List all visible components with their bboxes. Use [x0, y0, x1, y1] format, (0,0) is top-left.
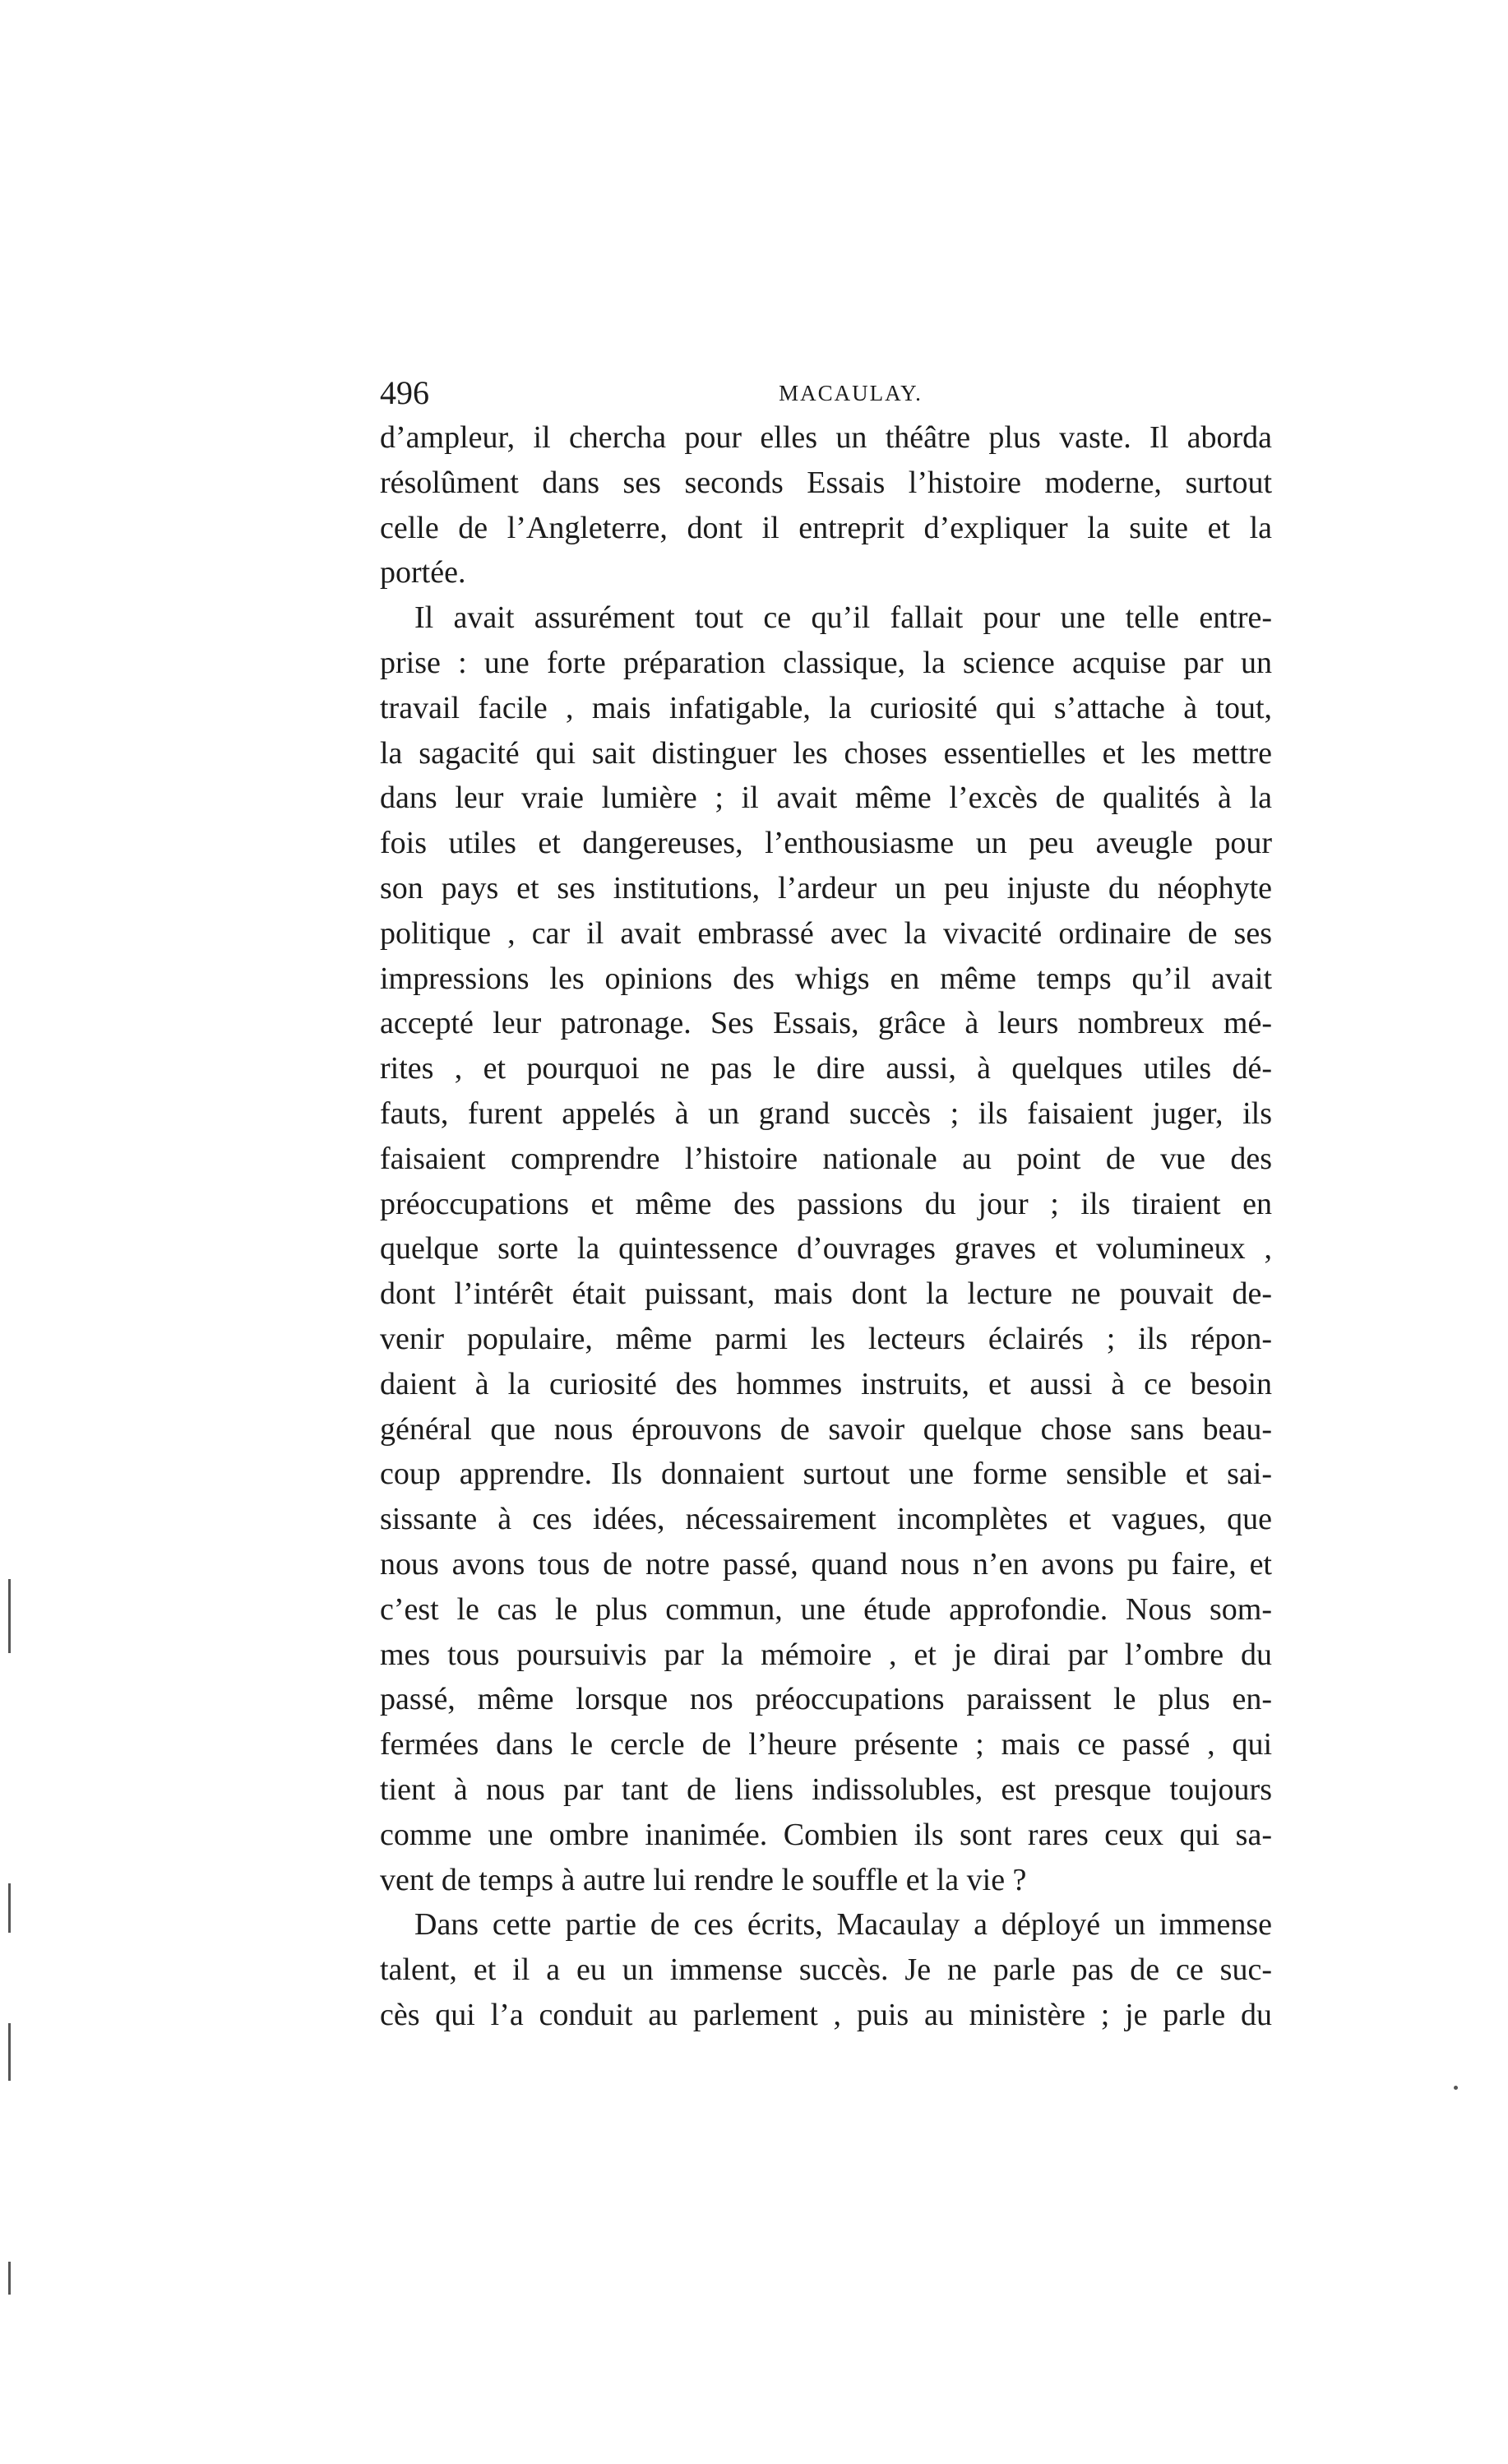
text-line: d’ampleur, il chercha pour elles un théâtre plus vaste. Il aborda	[380, 420, 1272, 455]
text-line: comme une ombre inanimée. Combien ils sont rares ceux qui sa-	[380, 1817, 1272, 1852]
text-line: la sagacité qui sait distinguer les choses essentielles et les mettre	[380, 735, 1272, 771]
text-line: résolûment dans ses seconds Essais l’histoire moderne, surtout	[380, 465, 1272, 500]
text-line: son pays et ses institutions, l’ardeur un peu injuste du néophyte	[380, 870, 1272, 905]
text-line: c’est le cas le plus commun, une étude approfondie. Nous som-	[380, 1591, 1272, 1627]
text-line: quelque sorte la quintessence d’ouvrages graves et volumineux ,	[380, 1231, 1272, 1267]
text-line: Dans cette partie de ces écrits, Macaulay a déployé un immense	[414, 1907, 1272, 1943]
text-line: talent, et il a eu un immense succès. Je ne parle pas de ce suc-	[380, 1952, 1272, 1988]
text-line: Il avait assurément tout ce qu’il fallait pour une telle entre-	[414, 600, 1272, 636]
text-line: dans leur vraie lumière ; il avait même l’excès de qualités à la	[380, 780, 1272, 816]
page-number: 496	[380, 374, 429, 411]
running-title: MACAULAY.	[779, 381, 923, 405]
scan-mark	[8, 2023, 11, 2081]
text-line: impressions les opinions des whigs en même temps qu’il avait	[380, 961, 1272, 996]
text-line: celle de l’Angleterre, dont il entreprit d’expliquer la suite et la	[380, 510, 1272, 545]
text-line: faisaient comprendre l’histoire nationale au point de vue des	[380, 1141, 1272, 1176]
text-line: tient à nous par tant de liens indissolubles, est presque toujours	[380, 1772, 1272, 1807]
running-head	[380, 368, 1272, 418]
text-line: cès qui l’a conduit au parlement , puis au ministère ; je parle du	[380, 1997, 1272, 2032]
text-line: venir populaire, même parmi les lecteurs éclairés ; ils répon-	[380, 1321, 1272, 1356]
text-line: coup apprendre. Ils donnaient surtout une forme sensible et sai-	[380, 1457, 1272, 1492]
text-line: passé, même lorsque nos préoccupations paraissent le plus en-	[380, 1682, 1272, 1717]
text-line: fermées dans le cercle de l’heure présente ; mais ce passé , qui	[380, 1727, 1272, 1762]
text-line: portée.	[380, 555, 466, 591]
scan-mark	[8, 1883, 11, 1933]
text-line: prise : une forte préparation classique, la science acquise par un	[380, 645, 1272, 680]
text-line: dont l’intérêt était puissant, mais dont la lecture ne pouvait de-	[380, 1276, 1272, 1312]
text-line: nous avons tous de notre passé, quand nous n’en avons pu faire, et	[380, 1546, 1272, 1582]
body-text	[380, 415, 1272, 2038]
text-line: vent de temps à autre lui rendre le souffle et la vie ?	[380, 1862, 1027, 1897]
text-line: sissante à ces idées, nécessairement incomplètes et vagues, que	[380, 1502, 1272, 1537]
text-line: fauts, furent appelés à un grand succès ; ils faisaient juger, ils	[380, 1095, 1272, 1131]
text-line: fois utiles et dangereuses, l’enthousiasme un peu aveugle pour	[380, 826, 1272, 861]
text-line: préoccupations et même des passions du jour ; ils tiraient en	[380, 1186, 1272, 1221]
text-line: mes tous poursuivis par la mémoire , et je dirai par l’ombre du	[380, 1637, 1272, 1672]
text-line: accepté leur patronage. Ses Essais, grâce à leurs nombreux mé-	[380, 1006, 1272, 1041]
text-line: travail facile , mais infatigable, la curiosité qui s’attache à tout,	[380, 690, 1272, 725]
scan-mark	[8, 2262, 11, 2295]
text-line: rites , et pourquoi ne pas le dire aussi, à quelques utiles dé-	[380, 1051, 1272, 1086]
text-line: daient à la curiosité des hommes instruits, et aussi à ce besoin	[380, 1366, 1272, 1401]
scan-mark	[8, 1579, 11, 1653]
text-line: politique , car il avait embrassé avec la vivacité ordinaire de ses	[380, 915, 1272, 951]
text-line: général que nous éprouvons de savoir quelque chose sans beau-	[380, 1411, 1272, 1447]
scan-mark	[1454, 2086, 1458, 2090]
